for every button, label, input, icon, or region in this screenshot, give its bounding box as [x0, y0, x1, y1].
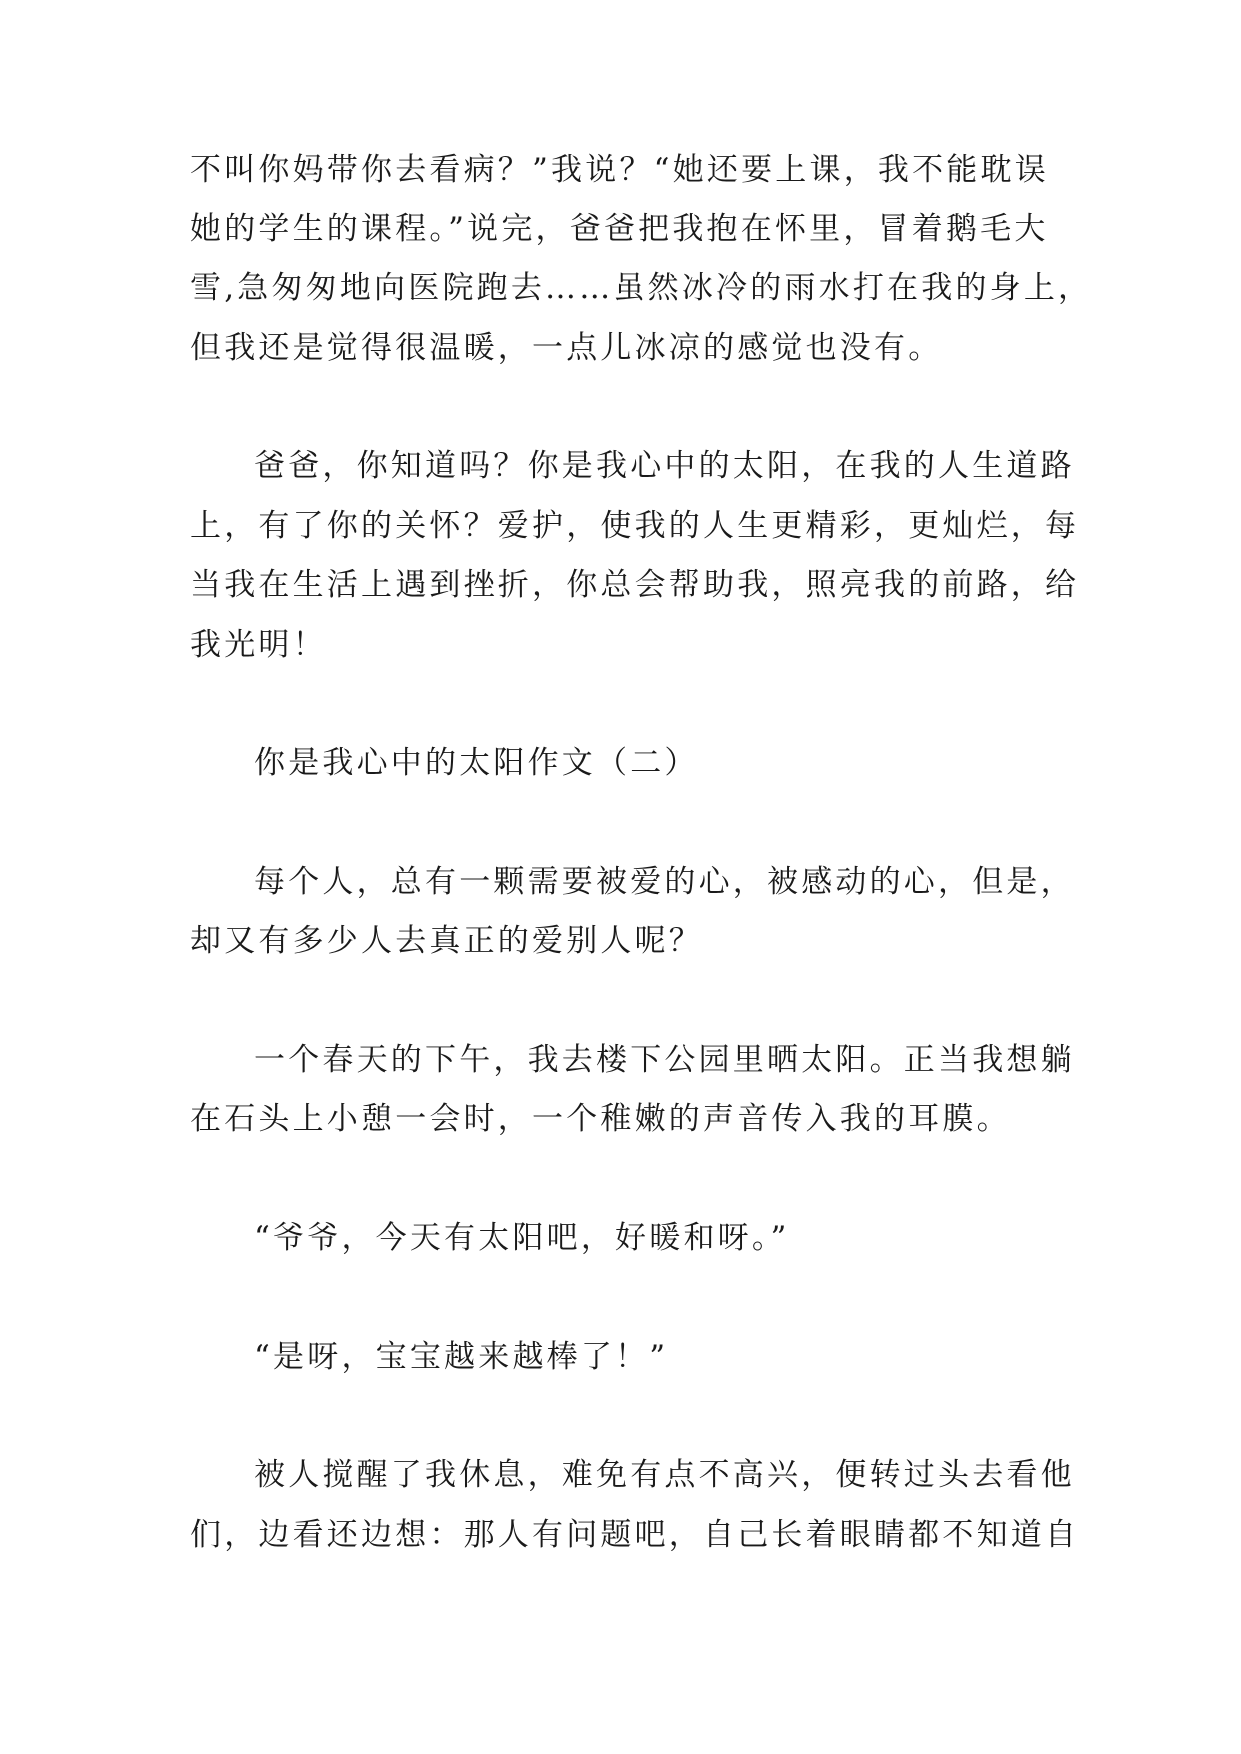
dialogue-line: “爷爷，今天有太阳吧，好暖和呀。” — [254, 1220, 790, 1256]
paragraph-line: 却又有多少人去真正的爱别人呢？ — [190, 923, 703, 959]
paragraph-line: 在石头上小憩一会时，一个稚嫩的声音传入我的耳膜。 — [190, 1101, 1011, 1137]
paragraph-line: 一个春天的下午，我去楼下公园里晒太阳。正当我想躺 — [254, 1042, 1075, 1078]
paragraph-line: 雪,急匆匆地向医院跑去……虽然冰冷的雨水打在我的身上， — [190, 270, 1093, 306]
paragraph-line: 她的学生的课程。”说完，爸爸把我抱在怀里，冒着鹅毛大 — [190, 211, 1049, 247]
paragraph-line: 我光明！ — [190, 627, 327, 663]
paragraph-line: 上，有了你的关怀？爱护，使我的人生更精彩，更灿烂，每 — [190, 508, 1080, 544]
paragraph-line: 爸爸，你知道吗？你是我心中的太阳，在我的人生道路 — [254, 448, 1075, 484]
paragraph-line: 不叫你妈带你去看病？”我说？“她还要上课，我不能耽误 — [190, 152, 1049, 188]
paragraph-line: 当我在生活上遇到挫折，你总会帮助我，照亮我的前路，给 — [190, 567, 1080, 603]
paragraph-line: 们，边看还边想：那人有问题吧，自己长着眼睛都不知道自 — [190, 1517, 1080, 1553]
paragraph-line: 被人搅醒了我休息，难免有点不高兴，便转过头去看他 — [254, 1457, 1075, 1493]
paragraph-line: 每个人，总有一颗需要被爱的心，被感动的心，但是， — [254, 864, 1075, 900]
section-heading: 你是我心中的太阳作文（二） — [254, 745, 699, 781]
paragraph-line: 但我还是觉得很温暖，一点儿冰凉的感觉也没有。 — [190, 330, 943, 366]
dialogue-line: “是呀，宝宝越来越棒了！” — [254, 1339, 669, 1375]
